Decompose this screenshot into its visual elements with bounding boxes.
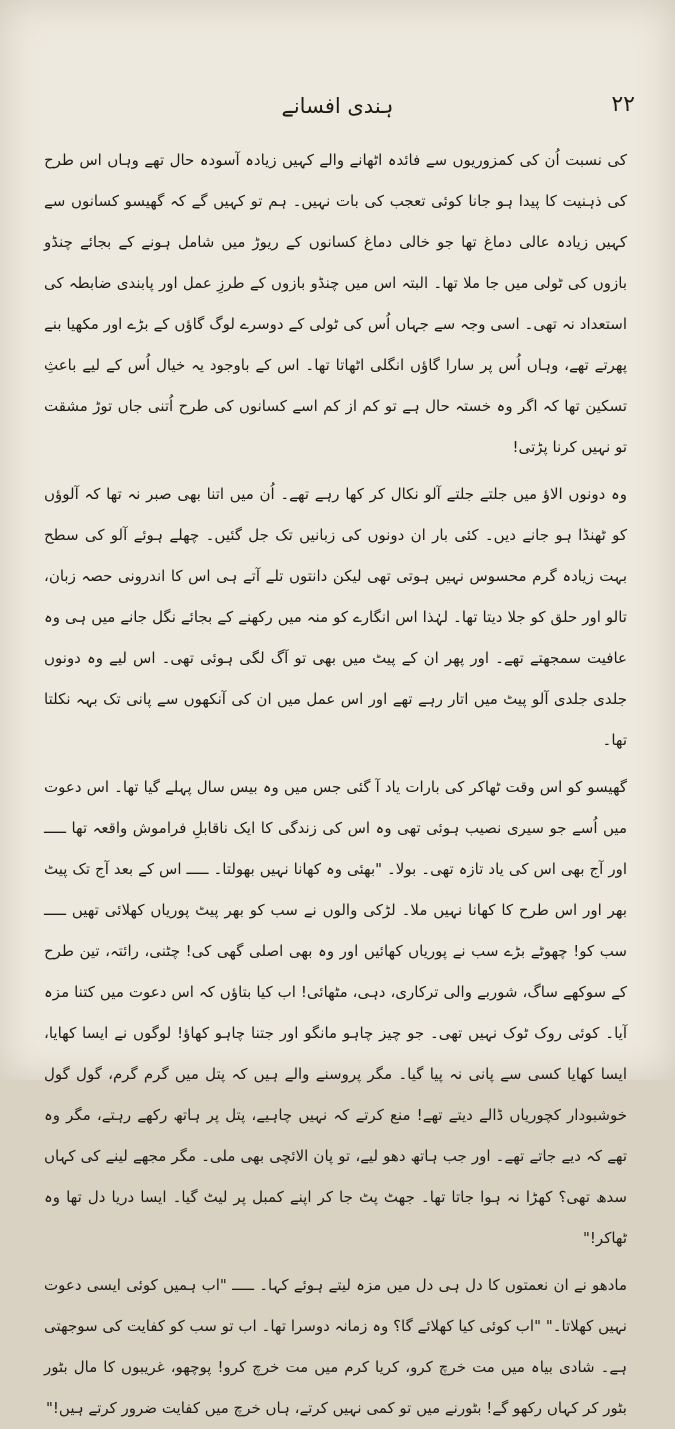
paragraph-4: مادھو نے ان نعمتوں کا دل ہی دل میں مزہ لیتے ہوئے کہا۔ ـــــ "اب ہمیں کوئی ایسی دعوت نہیں کھلاتا۔" "اب کوئی کیا کھلائے گا؟ وہ زمانہ دوسرا تھا۔ اب تو سب کو کفایت کی سوجھتی ہے۔ شادی بیاہ میں مت خرچ کرو، کریا کرم میں مت خرچ کرو! پوچھو، غریبوں کا مال بٹور بٹور کر کہاں رکھو گے! بٹورنے میں تو کمی نہیں کرتے، ہاں خرچ میں کفایت ضرور کرتے ہیں!" xyxy=(44,1276,627,1417)
paragraph-2: وہ دونوں الاؤ میں جلتے جلتے آلو نکال کر کھا رہے تھے۔ اُن میں اتنا بھی صبر نہ تھا کہ آلوؤں کو ٹھنڈا ہو جانے دیں۔ کئی بار ان دونوں کی زبانیں تک جل گئیں۔ چھلے ہوئے آلو کی سطح بہت زیادہ گرم محسوس نہیں ہوتی تھی لیکن دانتوں تلے آتے ہی اس کا اندرونی حصہ زبان، تالو اور حلق کو جلا دیتا تھا۔ لہٰذا اس انگارے کو منہ میں رکھنے کے بجائے نگل جانے میں ہی وہ عافیت سمجھتے تھے۔ اور پھر ان کے پیٹ میں بھی تو آگ لگی ہوئی تھی۔ اس لیے وہ دونوں جلدی جلدی آلو پیٹ میں اتار رہے تھے اور اس عمل میں ان کی آنکھوں سے پانی تک بہہ نکلتا تھا۔ xyxy=(44,485,627,749)
paragraph-3: گھیسو کو اس وقت ٹھاکر کی بارات یاد آ گئی جس میں وہ بیس سال پہلے گیا تھا۔ اس دعوت میں اُسے جو سیری نصیب ہوئی تھی وہ اس کی زندگی کا ایک ناقابلِ فراموش واقعہ تھا ـــــ اور آج بھی اس کی یاد تازہ تھی۔ بولا۔ "بھئی وہ کھانا نہیں بھولتا۔ ـــــ اس کے بعد آج تک پیٹ بھر اور اس طرح کا کھانا نہیں ملا۔ لڑکی والوں نے سب کو بھر پیٹ پوریاں کھلائی تھیں ـــــ سب کو! چھوٹے بڑے سب نے پوریاں کھائیں اور وہ بھی اصلی گھی کی! چٹنی، رائتہ، تین طرح کے سوکھے ساگ، شوربے والی ترکاری، دہی، مٹھائی! اب کیا بتاؤں کہ اس دعوت میں کتنا مزہ آیا۔ کوئی روک ٹوک نہیں تھی۔ جو چیز چاہو مانگو اور جتنا چاہو کھاؤ! لوگوں نے ایسا کھایا، ایسا کھایا کسی سے پانی نہ پیا گیا۔ مگر پروسنے والے ہیں کہ پتل میں گرم گرم، گول گول خوشبودار کچوریاں ڈالے دیتے تھے! منع کرتے کہ نہیں چاہیے، پتل پر ہاتھ رکھے رہتے، مگر وہ تھے کہ دیے جاتے تھے۔ اور جب ہاتھ دھو لیے، تو پان الائچی بھی ملی۔ مگر مجھے لینے کی کہاں سدھ تھی؟ کھڑا نہ ہوا جاتا تھا۔ جھٹ پٹ جا کر اپنے کمبل پر لیٹ گیا۔ ایسا دریا دل تھا وہ ٹھاکر!" xyxy=(44,778,627,1247)
page-header xyxy=(40,92,635,132)
body-text xyxy=(44,140,627,1417)
page-number: ۲۲ xyxy=(611,92,635,117)
running-title: ہندی افسانے xyxy=(281,94,394,118)
paragraph-1: کی نسبت اُن کی کمزوریوں سے فائدہ اٹھانے والے کہیں زیادہ آسودہ حال تھے وہاں اس طرح کی ذہنیت کا پیدا ہو جانا کوئی تعجب کی بات نہیں۔ ہم تو کہیں گے کہ گھیسو کسانوں سے کہیں زیادہ عالی دماغ تھا جو خالی دماغ کسانوں کے ریوڑ میں شامل ہونے کے بجائے چنڈو بازوں کی ٹولی میں جا ملا تھا۔ البتہ اس میں چنڈو بازوں کے طرزِ عمل اور پابندی ضابطہ کی استعداد نہ تھی۔ اسی وجہ سے جہاں اُس کی ٹولی کے دوسرے لوگ گاؤں کے بڑے اور مکھیا بنے پھرتے تھے، وہاں اُس پر سارا گاؤں انگلی اٹھاتا تھا۔ اس کے باوجود یہ خیال اُس کے لیے باعثِ تسکین تھا کہ اگر وہ خستہ حال ہے تو کم از کم اسے کسانوں کی طرح اُتنی جاں توڑ مشقت تو نہیں کرنا پڑتی! xyxy=(44,151,627,456)
